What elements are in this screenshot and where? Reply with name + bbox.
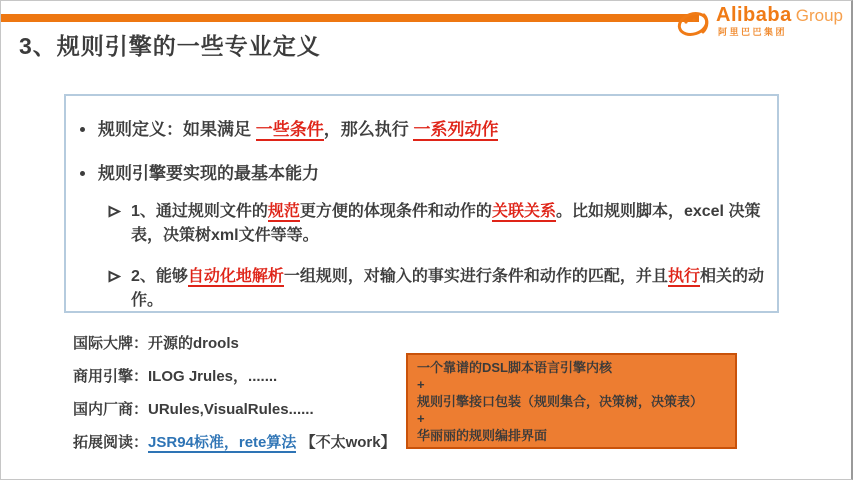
definition-box	[64, 94, 779, 313]
arrowhead-icon	[108, 205, 121, 223]
vendor-line-domestic	[73, 400, 396, 419]
text-segment: 一系列动作	[413, 120, 499, 139]
text-segment: 商用引擎：ILOG Jrules，.......	[73, 368, 278, 385]
text-segment: 一些条件	[255, 120, 324, 139]
alibaba-logo-icon	[674, 7, 712, 44]
text-segment: 1、通过规则文件的	[131, 203, 268, 220]
vendor-list	[73, 334, 396, 452]
text-segment: 拓展阅读：	[73, 434, 149, 451]
bullet-dot-icon	[80, 127, 85, 132]
callout-line: +	[417, 377, 425, 392]
text-segment: 规范	[267, 203, 300, 220]
text-segment: 关联关系	[491, 203, 556, 220]
text-segment: 一组规则，对输入的事实进行条件和动作的匹配，并且	[283, 268, 668, 285]
text-segment: 。比如规则脚本，excel 决策表，决策树xml文件等等。	[131, 203, 761, 244]
text-segment: 相关的动作。	[131, 268, 764, 309]
sub-bullet-1	[108, 200, 773, 248]
logo-chinese-text: 阿里巴巴集团	[718, 27, 788, 37]
vendor-line-commercial	[73, 367, 396, 386]
hyperlink[interactable]: JSR94标准，rete算法	[148, 434, 297, 451]
vendor-line-further-reading	[73, 433, 396, 452]
logo-brand-text: Alibaba	[716, 4, 792, 26]
sub-bullet-text	[131, 265, 773, 313]
text-segment: 国际大牌：开源的drools	[73, 335, 239, 352]
slide-title: 3、规则引擎的一些专业定义	[19, 33, 321, 59]
bullet-rule-definition	[80, 118, 498, 141]
bullet-engine-capability	[80, 162, 319, 185]
dsl-callout-box	[406, 353, 737, 449]
text-segment: 更方便的体现条件和动作的	[299, 203, 492, 220]
text-segment: 规则定义：如果满足	[98, 120, 256, 139]
sub-bullet-2	[108, 265, 773, 313]
logo-group-text: Group	[795, 6, 843, 25]
text-segment: ，那么执行	[323, 120, 414, 139]
arrowhead-icon	[108, 270, 121, 288]
bullet-text	[98, 162, 319, 185]
text-segment: 执行	[667, 268, 700, 285]
bullet-text	[98, 118, 498, 141]
text-segment: 2、能够	[131, 268, 188, 285]
callout-line: 华丽丽的规则编排界面	[417, 428, 548, 443]
text-segment: 自动化地解析	[187, 268, 284, 285]
sub-bullet-text	[131, 200, 773, 248]
vendor-line-international	[73, 334, 396, 353]
alibaba-group-logo	[674, 5, 843, 44]
callout-line: +	[417, 411, 425, 426]
callout-line: 一个靠谱的DSL脚本语言引擎内核	[417, 360, 613, 375]
top-accent-bar	[1, 14, 699, 22]
callout-line: 规则引擎接口包装（规则集合，决策树，决策表）	[417, 394, 704, 409]
text-segment: 规则引擎要实现的最基本能力	[98, 164, 319, 183]
text-segment: 国内厂商：URules,VisualRules......	[73, 401, 314, 418]
bullet-dot-icon	[80, 171, 85, 176]
text-segment: 【不太work】	[296, 434, 396, 451]
